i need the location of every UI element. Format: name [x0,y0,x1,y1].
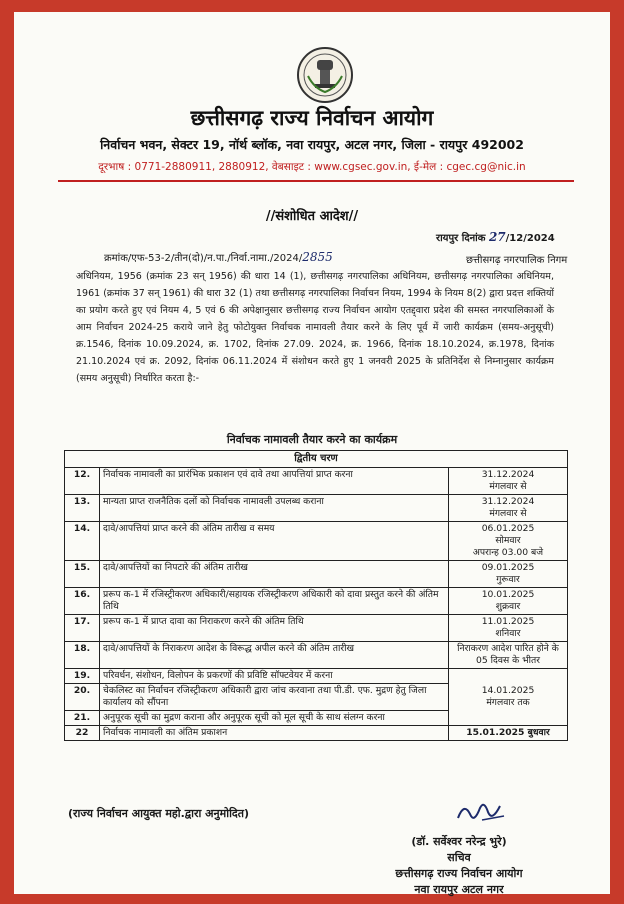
approval-note: (राज्य निर्वाचन आयुक्त महो.द्वारा अनुमोदित) [68,807,250,820]
signatory-name: (डॉ. सर्वेश्वर नरेन्द्र भुरे) [411,835,507,848]
signatory-place: नवा रायपुर अटल नगर [414,883,504,896]
signature-icon [452,798,512,828]
row-task: प्ररूप क-1 में रजिस्ट्रीकरण अधिकारी/सहायक रजिस्ट्रीकरण अधिकारी को दावा प्रस्तुत करने की अंतिम तिथि [100,588,449,615]
row-date [449,588,568,615]
order-body: अधिनियम, 1956 (क्रमांक 23 सन् 1956) की धारा 14 (1), छत्तीसगढ़ नगरपालिका अधिनियम, छत्तीसगढ़ नगरपालिका अधिनियम, 1961 (क्रमांक 37 सन् 1961) की धारा 32 (1) तथा छत्तीसगढ़ नगरपालिका निर्वाचन नियम, 1994 के नियम 8(2) द्वारा प्रदत्त शक्तियों का प्रयोग करते हुए एवं नियम 4, 5 एवं 6 की अपेक्षानुसार छत्तीसगढ़ राज्य निर्वाचन आयोग एतद्द्वारा प्रदेश की समस्त नगरपालिकाओं के आम निर्वाचन 2024-25 कराये जाने हेतु फोटोयुक्त निर्वाचक नामावली तैयार करने के लिए पूर्व में जारी कार्यक्रम (समय-अनुसूची) क्र.1546, दिनांक 10.09.2024, क्र. 1702, दिनांक 27.09. 2024, क्र. 1966, दिनांक 18.10.2024, क्र.1978, दिनांक 21.10.2024 एवं क्र. 2092, दिनांक 06.11.2024 में संशोधन करते हुए 1 जनवरी 2025 के प्रतिनिर्देश से निम्नानुसार कार्यक्रम (समय अनुसूची) निर्धारित करता है:- [76,271,554,384]
row-task: दावे/आपत्तियों के निराकरण आदेश के विरूद्ध अपील करने की अंतिम तारीख [100,642,449,669]
table-row [65,588,568,615]
row-task: चेकलिस्ट का निर्वाचन रजिस्ट्रीकरण अधिकारी द्वारा जांच करवाना तथा पी.डी. एफ. मुद्रण हेतु जिला कार्यालय को सौंपना [100,684,449,711]
header-divider [58,180,574,182]
row-task: निर्वाचक नामावली का प्रारंभिक प्रकाशन एवं दावे तथा आपत्तियां प्राप्त करना [100,468,449,495]
date-value: 06.01.2025 [481,523,535,534]
row-number: 20. [65,684,100,711]
row-date: 15.01.2025 बुधवार [449,726,568,741]
table-row [65,561,568,588]
phase-label: द्वितीय चरण [65,451,568,468]
row-date [449,495,568,522]
org-title: छत्तीसगढ़ राज्य निर्वाचन आयोग [190,106,434,130]
row-task: प्ररूप क-1 में प्राप्त दावा का निराकरण करने की अंतिम तिथि [100,615,449,642]
schedule-title: निर्वाचक नामावली तैयार करने का कार्यक्रम [226,433,398,446]
row-task: दावे/आपत्तियां प्राप्त करने की अंतिम तारीख व समय [100,522,449,561]
table-row [65,669,568,684]
row-number: 22 [65,726,100,741]
row-task: परिवर्धन, संशोधन, विलोपन के प्रकरणों की प्रविष्टि सॉफ्टवेयर में करना [100,669,449,684]
signatory-title: सचिव [447,851,471,864]
row-number: 15. [65,561,100,588]
date-value: 10.01.2025 [481,589,535,600]
date-value: 31.12.2024 [481,496,535,507]
date-value: 11.01.2025 [481,616,535,627]
order-reference [104,250,333,264]
row-number: 19. [65,669,100,684]
date-value: 14.01.2025 [481,685,535,696]
row-number: 14. [65,522,100,561]
schedule-table [64,450,568,741]
table-row [65,615,568,642]
row-number: 16. [65,588,100,615]
date-prefix: रायपुर दिनांक [436,233,486,244]
row-number: 12. [65,468,100,495]
date-note: शुक्रवार [495,601,521,612]
org-address: निर्वाचन भवन, सेक्टर 19, नॉर्थ ब्लॉक, नवा रायपुर, अटल नगर, जिला - रायपुर 492002 [100,137,524,152]
state-emblem-icon [296,46,354,104]
row-number: 21. [65,711,100,726]
table-row [65,495,568,522]
document-page [14,12,610,894]
row-date [449,615,568,642]
row-date [449,468,568,495]
date-note: मंगलवार से [489,481,527,492]
row-date: निराकरण आदेश पारित होने के 05 दिवस के भीतर [449,642,568,669]
row-date [449,561,568,588]
date-day-handwritten: 27 [488,230,506,244]
order-heading: //संशोधित आदेश// [265,209,359,224]
phase-row [65,451,568,468]
reference-prefix: क्रमांक/एफ-53-2/तीन(दो)/न.पा./निर्वा.नामा./2024/ [104,253,303,264]
date-note: मंगलवार तक [486,697,530,708]
org-contact: दूरभाष : 0771-2880911, 2880912, वेबसाइट : www.cgsec.gov.in, ई-मेल : cgec.cg@nic.in [98,161,526,173]
reference-number-handwritten: 2855 [302,250,333,264]
date-rest: /12/2024 [505,233,555,244]
date-note: गुरूवार [496,574,520,585]
table-row [65,522,568,561]
date-note: अपरान्ह 03.00 बजे [472,547,544,558]
date-note: सोमवार [495,535,521,546]
row-number: 13. [65,495,100,522]
date-value: 31.12.2024 [481,469,535,480]
date-note: मंगलवार से [489,508,527,519]
row-number: 18. [65,642,100,669]
row-task: दावे/आपत्तियों का निपटारे की अंतिम तारीख [100,561,449,588]
merged-date-cell [449,669,568,726]
row-task: मान्यता प्राप्त राजनैतिक दलों को निर्वाचक नामावली उपलब्ध कराना [100,495,449,522]
row-task: अनुपूरक सूची का मुद्रण कराना और अनुपूरक सूची को मूल सूची के साथ संलग्न करना [100,711,449,726]
table-row [65,726,568,741]
reference-tail: छत्तीसगढ़ नगरपालिक निगम [466,255,568,266]
table-row [65,642,568,669]
table-row [65,468,568,495]
date-value: 09.01.2025 [481,562,535,573]
row-task: निर्वाचक नामावली का अंतिम प्रकाशन [100,726,449,741]
signatory-org: छत्तीसगढ़ राज्य निर्वाचन आयोग [395,867,523,880]
row-date [449,522,568,561]
order-date [436,230,555,244]
row-number: 17. [65,615,100,642]
signatory-block [364,834,554,898]
date-note: शनिवार [495,628,521,639]
